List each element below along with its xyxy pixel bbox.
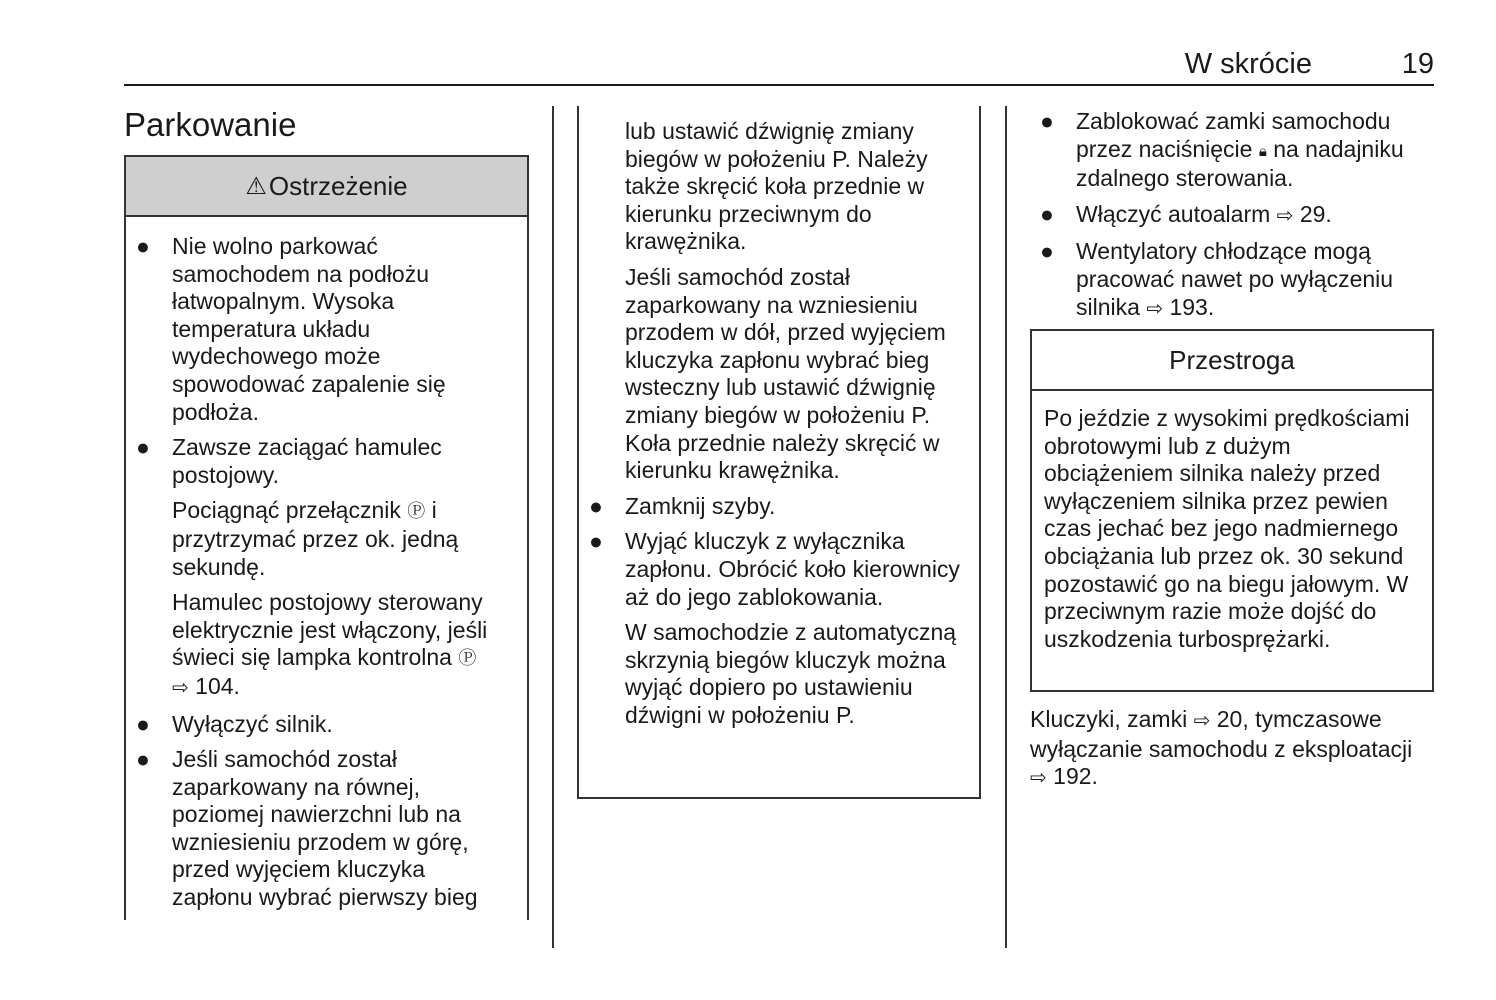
paragraph: Jeśli samochód został zaparkowany na wzniesieniu przodem w dół, przed wyjęciem kluczyka zapłonu wybrać bieg wsteczny lub ustawić dźwignię zmiany biegów w położeniu P. Koła przednie należy skręcić w kierunku krawężnika. (625, 263, 946, 484)
page-reference[interactable]: 192. (1053, 763, 1098, 790)
page-ref-arrow-icon: ⇨ (172, 676, 189, 699)
list-item: ● Zablokować zamki samochodu przez naciśnięcie 🔒︎ na nadajniku zdalnego sterowania. (1040, 108, 1404, 192)
page-reference[interactable]: 104. (195, 672, 240, 699)
page-reference[interactable]: 193. (1169, 293, 1215, 320)
list-item: ● Wentylatory chłodzące mogą pracować nawet po wyłączeniu silnika ⇨ 193. (1040, 238, 1394, 320)
paragraph: lub ustawić dźwignię zmiany biegów w położeniu P. Należy także skręcić koła przednie w kierunku przeciwnym do krawężnika. (625, 118, 928, 255)
parking-brake-icon: Ⓟ (458, 648, 477, 669)
section-title: W skrócie (1184, 48, 1312, 80)
page-reference[interactable]: 29. (1299, 200, 1332, 227)
page-ref-arrow-icon: ⇨ (1030, 767, 1047, 790)
list-item: ● Włączyć autoalarm ⇨ 29. (1040, 200, 1332, 227)
paragraph: W samochodzie z automatyczną skrzynią biegów kluczyk można wyjąć dopiero po ustawieniu dźwigni w położeniu P. (625, 619, 957, 728)
list-item: ● Jeśli samochód został zaparkowany na równej, poziomej nawierzchni lub na wzniesieniu przodem w górę, przed wyjęciem kluczyka zapłonu wybrać pierwszy bieg (136, 746, 478, 911)
page-number: 19 (1401, 48, 1434, 80)
caution-text: Po jeździe z wysokimi prędkościami obrotowymi lub z dużym obciążeniem silnika należy przed wyłączeniem silnika przez pewien czas jechać bez jego nadmiernego obciążania lub przez ok. 30 sekund pozostawić go na biegu jałowym. W przeciwnym razie może dojść do uszkodzenia turbosprężarki. (1044, 405, 1410, 652)
caution-box (1030, 329, 1434, 692)
lock-icon: 🔒︎ (1258, 142, 1267, 160)
right-column-list (1030, 108, 1435, 331)
list-item: ● Wyłączyć silnik. (136, 710, 333, 737)
warning-box-continued (577, 106, 981, 799)
page-ref-arrow-icon: ⇨ (1276, 204, 1294, 227)
page-reference[interactable]: 20 (1216, 706, 1243, 732)
column-divider (552, 106, 554, 948)
warning-box (124, 155, 529, 920)
page-title: Parkowanie (124, 106, 297, 143)
paragraph: Hamulec postojowy sterowany elektrycznie jest włączony, jeśli świeci się lampka kontrolna Ⓟ ⇨ 104. (172, 589, 488, 699)
parking-brake-icon: Ⓟ (407, 501, 426, 522)
page-ref-arrow-icon: ⇨ (1193, 710, 1211, 732)
list-item: ● Wyjąć kluczyk z wyłącznika zapłonu. Obrócić koło kierownicy aż do jego zablokowania. (589, 528, 960, 610)
warning-triangle-icon: ⚠ (245, 172, 267, 200)
list-item: ● Zamknij szyby. (589, 492, 776, 519)
warning-box-heading: ⚠ Ostrzeżenie (126, 157, 527, 217)
column-divider (1005, 106, 1007, 948)
page-header (124, 44, 1434, 86)
page-ref-arrow-icon: ⇨ (1146, 297, 1164, 320)
paragraph: Pociągnąć przełącznik Ⓟ i przytrzymać przez ok. jedną sekundę. (172, 497, 459, 580)
list-item: ● Nie wolno parkować samochodem na podłożu łatwopalnym. Wysoka temperatura układu wydechowego może spowodować zapalenie się podłoża. (136, 233, 446, 425)
list-item: ● Zawsze zaciągać hamulec postojowy. (136, 434, 442, 488)
cross-references: Kluczyki, zamki ⇨ 20, tymczasowe wyłączanie samochodu z eksploatacji ⇨ 192. (1030, 706, 1413, 790)
caution-box-heading: Przestroga (1032, 331, 1432, 391)
